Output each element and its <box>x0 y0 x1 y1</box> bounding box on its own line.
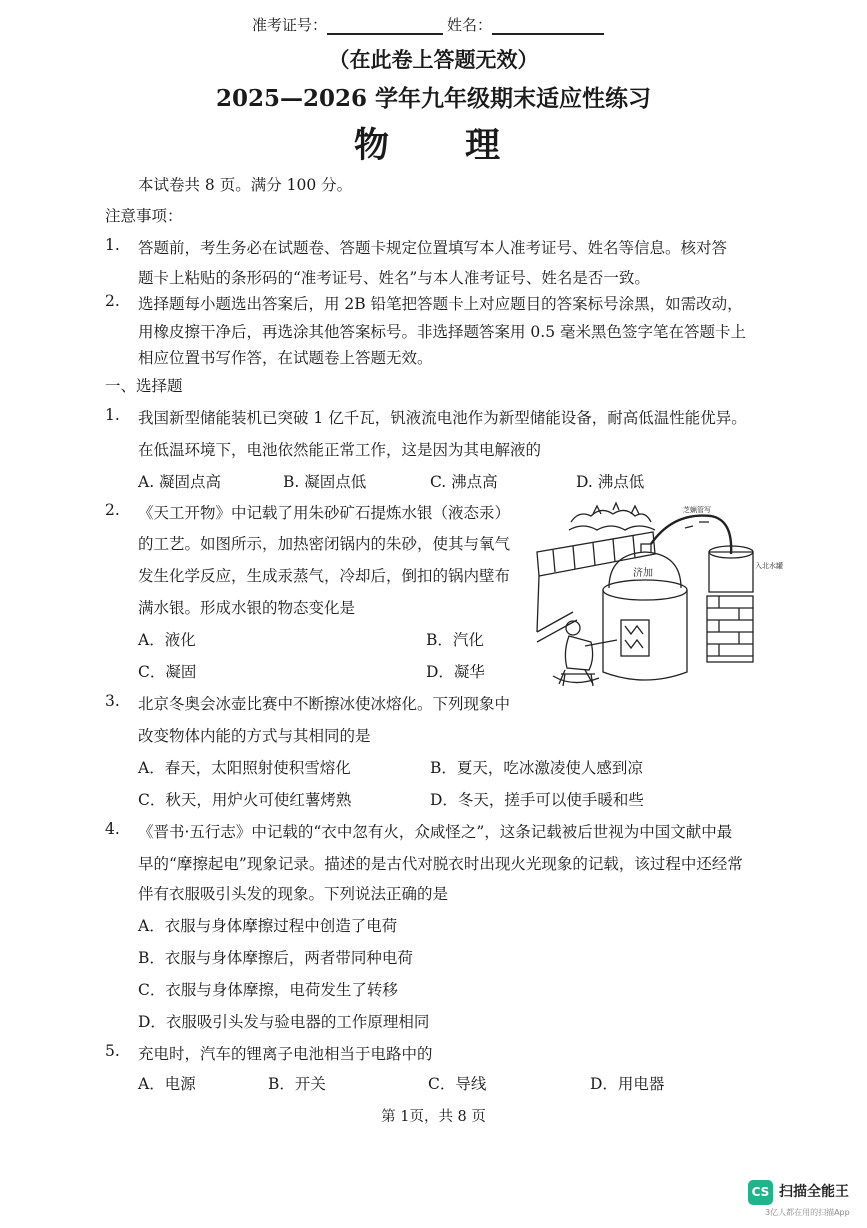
question-text: 伴有衣服吸引头发的现象。下列说法正确的是 <box>138 885 449 903</box>
answer-option: A．液化 <box>138 631 196 649</box>
question-number: 5. <box>105 1042 120 1060</box>
camscanner-tagline: 3亿人都在用的扫描App <box>765 1208 850 1217</box>
question-text: 我国新型储能装机已突破 1 亿千瓦，钒液流电池作为新型储能设备，耐高低温性能优异。 <box>138 409 747 427</box>
question-text: 发生化学反应，生成汞蒸气，冷却后，倒扣的锅内壁布 <box>138 567 511 585</box>
page-footer: 第 1页，共 8 页 <box>381 1109 486 1125</box>
invalid-answer-note: （在此卷上答题无效） <box>328 47 539 72</box>
answer-option: A．衣服与身体摩擦过程中创造了电荷 <box>138 917 398 935</box>
camscanner-logo-icon: CS <box>748 1180 773 1205</box>
notes-heading: 注意事项： <box>105 207 183 225</box>
question-number: 3. <box>105 692 120 710</box>
answer-option: C．秋天，用炉火可使红薯烤熟 <box>138 791 352 809</box>
answer-option: C．衣服与身体摩擦，电荷发生了转移 <box>138 981 398 999</box>
answer-option: D．冬天，搓手可以使手暖和些 <box>430 791 644 809</box>
note-text: 答题前，考生务必在试题卷、答题卡规定位置填写本人准考证号、姓名等信息。核对答 <box>138 239 728 257</box>
section-heading: 一、选择题 <box>105 377 183 395</box>
question-text: 北京冬奥会冰壶比赛中不断擦冰使冰熔化。下列现象中 <box>138 695 511 713</box>
question-number: 4. <box>105 820 120 838</box>
note-number: 2. <box>105 292 120 310</box>
question-text: 在低温环境下，电池依然能正常工作，这是因为其电解液的 <box>138 441 542 459</box>
answer-option: A. 凝固点高 <box>138 473 222 491</box>
answer-option: A．电源 <box>138 1075 196 1093</box>
answer-option: B．开关 <box>268 1075 326 1093</box>
answer-option: C．凝固 <box>138 663 197 681</box>
answer-option: A．春天，太阳照射使积雪熔化 <box>138 759 351 777</box>
answer-option: D．用电器 <box>590 1075 665 1093</box>
admission-number-blank <box>327 17 443 35</box>
name-blank <box>492 17 604 35</box>
question-number: 2. <box>105 501 120 519</box>
answer-option: B．汽化 <box>426 631 484 649</box>
figure-label-pipe: 芝蝋管写 <box>683 506 711 514</box>
answer-option: D. 沸点低 <box>576 473 645 491</box>
answer-option: B. 凝固点低 <box>283 473 367 491</box>
header-fields <box>252 14 604 35</box>
answer-option: B．衣服与身体摩擦后，两者带同种电荷 <box>138 949 413 967</box>
name-label: 姓名： <box>447 16 493 34</box>
figure-label-pot: 济加 <box>633 568 653 579</box>
figure-label-water: 入北水罐 <box>755 562 783 570</box>
answer-option: C．导线 <box>428 1075 487 1093</box>
question-text: 早的“摩擦起电”现象记录。描述的是古代对脱衣时出现火光现象的记载，该过程中还经常 <box>138 855 743 873</box>
mercury-distillation-figure <box>533 492 783 692</box>
note-text: 用橡皮擦干净后，再选涂其他答案标号。非选择题答案用 0.5 毫米黑色签字笔在答题卡上 <box>138 323 747 341</box>
answer-option: B．夏天，吃冰激凌使人感到凉 <box>430 759 643 777</box>
paper-intro: 本试卷共 8 页。满分 100 分。 <box>138 176 353 194</box>
question-text: 充电时，汽车的锂离子电池相当于电路中的 <box>138 1045 433 1063</box>
camscanner-name: 扫描全能王 <box>779 1184 849 1200</box>
subject-title: 物 理 <box>354 125 503 166</box>
question-text: 《晋书·五行志》中记载的“衣中忽有火，众咸怪之”，这条记载被后世视为中国文献中最 <box>138 823 733 841</box>
note-text: 选择题每小题选出答案后，用 2B 铅笔把答题卡上对应题目的答案标号涂黑，如需改动， <box>138 295 743 313</box>
answer-option: D．凝华 <box>426 663 485 681</box>
note-text: 题卡上粘贴的条形码的“准考证号、姓名”与本人准考证号、姓名是否一致。 <box>138 269 650 287</box>
note-number: 1. <box>105 236 120 254</box>
question-text: 满水银。形成水银的物态变化是 <box>138 599 356 617</box>
admission-number-label: 准考证号： <box>252 16 328 34</box>
answer-option: C. 沸点高 <box>430 473 498 491</box>
answer-option: D．衣服吸引头发与验电器的工作原理相同 <box>138 1013 430 1031</box>
question-number: 1. <box>105 406 120 424</box>
question-text: 的工艺。如图所示，加热密闭锅内的朱砂，使其与氧气 <box>138 535 511 553</box>
note-text: 相应位置书写作答，在试题卷上答题无效。 <box>138 349 433 367</box>
question-text: 改变物体内能的方式与其相同的是 <box>138 727 371 745</box>
exam-title: 2025—2026 学年九年级期末适应性练习 <box>215 85 652 112</box>
question-text: 《天工开物》中记载了用朱砂矿石提炼水银（液态汞） <box>138 504 511 522</box>
